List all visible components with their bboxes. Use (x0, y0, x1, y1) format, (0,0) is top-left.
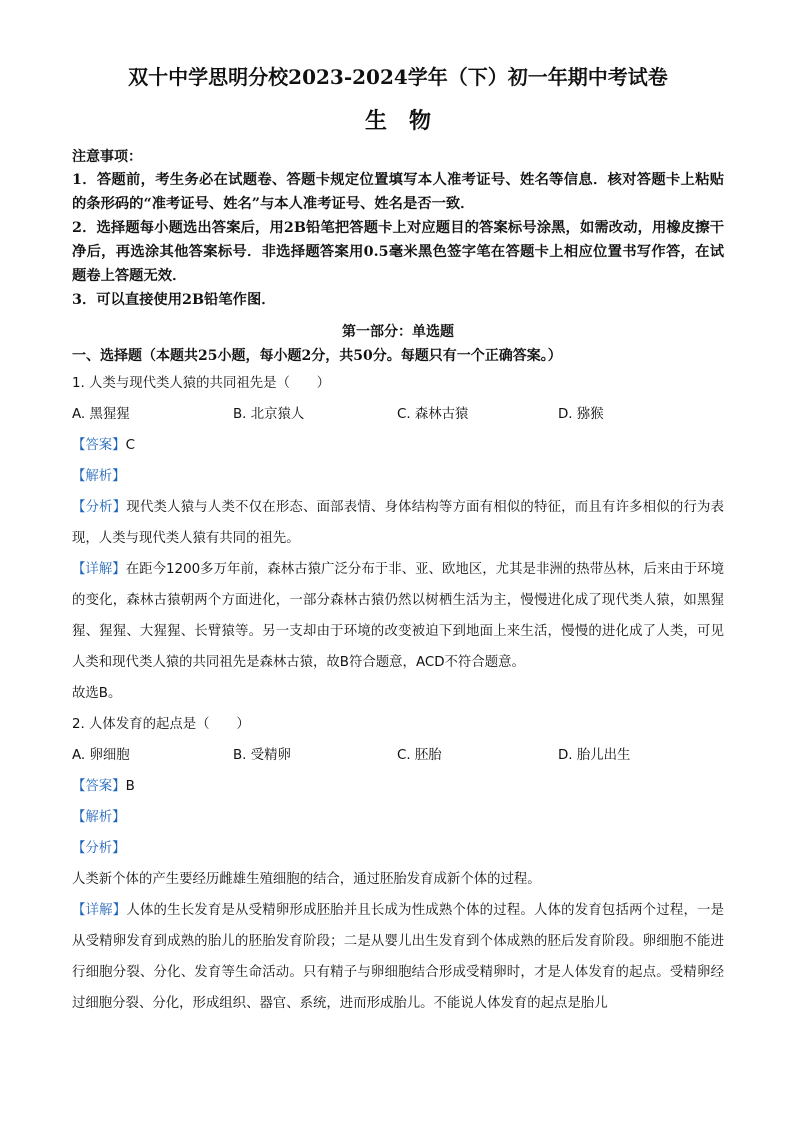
section-title: 第一部分：单选题 (342, 324, 454, 340)
option-b: B. 北京猿人 (233, 407, 305, 422)
xiangjie-text: 在距今1200多万年前，森林古猿广泛分布于非、亚、欧地区，尤其是非洲的热带丛林，后来由于环境的变化，森林古猿朝两个方面进化，一部分森林古猿仍然以树栖生活为主，慢慢进化成了现代类人猿，如黑猩猩、猩猩、大猩猩、长臂猿等。另一支却由于环境的改变被迫下到地面上来生活，慢慢的进化成了人类，可见人类和现代类人猿的共同祖先是森林古猿，故B符合题意，ACD不符合题意。 (72, 562, 724, 670)
question-2-fenxi-tag (72, 833, 724, 864)
analysis-tag: 【解析】 (72, 469, 126, 484)
exam-page (72, 62, 724, 1019)
xiangjie-tag: 【详解】 (72, 903, 127, 918)
fenxi-tag: 【分析】 (72, 500, 127, 515)
question-2-analysis-tag (72, 802, 724, 833)
notice-heading: 注意事项： (72, 149, 142, 165)
option-a: A. 卵细胞 (72, 748, 130, 763)
question-2-stem: 2. 人体发育的起点是（ ） (72, 717, 250, 732)
option-d: D. 猕猴 (558, 407, 604, 422)
question-1-conclusion: 故选B。 (72, 686, 122, 701)
question-1-stem: 1. 人类与现代类人猿的共同祖先是（ ） (72, 376, 331, 391)
question-1-options (72, 399, 724, 430)
subject-title: 生物 (364, 108, 453, 134)
fenxi-text: 现代类人猿与人类不仅在形态、面部表情、身体结构等方面有相似的特征，而且有许多相似的行为表现，人类与现代类人猿有共同的祖先。 (72, 500, 725, 546)
question-1-fenxi (72, 492, 724, 554)
analysis-tag: 【解析】 (72, 810, 126, 825)
option-b: B. 受精卵 (233, 748, 291, 763)
part-title: 一、选择题（本题共25小题，每小题2分，共50分。每题只有一个正确答案。） (72, 348, 562, 364)
option-c: C. 森林古猿 (397, 407, 469, 422)
xiangjie-tag: 【详解】 (72, 562, 126, 577)
question-2-xiangjie (72, 895, 724, 1019)
option-a: A. 黑猩猩 (72, 407, 130, 422)
question-2-fenxi: 人类新个体的产生要经历雌雄生殖细胞的结合，通过胚胎发育成新个体的过程。 (72, 872, 541, 887)
question-2-answer (72, 771, 724, 802)
question-1-xiangjie (72, 554, 724, 678)
option-c: C. 胚胎 (397, 748, 442, 763)
question-2-options (72, 740, 724, 771)
notice-item-3: 3．可以直接使用2B铅笔作图． (72, 292, 276, 308)
exam-title: 双十中学思明分校2023-2024学年（下）初一年期中考试卷 (128, 65, 668, 89)
question-1-analysis-tag (72, 461, 724, 492)
notice-item-1: 1．答题前，考生务必在试题卷、答题卡规定位置填写本人准考证号、姓名等信息．核对答题卡上粘贴的条形码的“准考证号、姓名”与本人准考证号、姓名是否一致． (72, 172, 724, 212)
answer-tag: 【答案】 (72, 438, 126, 453)
answer-value: B (125, 779, 135, 794)
answer-value: C (125, 438, 135, 453)
answer-tag: 【答案】 (72, 779, 126, 794)
question-1-answer (72, 430, 724, 461)
option-d: D. 胎儿出生 (558, 748, 631, 763)
fenxi-tag: 【分析】 (72, 841, 126, 856)
xiangjie-text: 人体的生长发育是从受精卵形成胚胎并且长成为性成熟个体的过程。人体的发育包括两个过程，一是从受精卵发育到成熟的胎儿的胚胎发育阶段；二是从婴儿出生发育到个体成熟的胚后发育阶段。卵细胞不能进行细胞分裂、分化、发育等生命活动。只有精子与卵细胞结合形成受精卵时，才是人体发育的起点。受精卵经过细胞分裂、分化，形成组织、器官、系统，进而形成胎儿。不能说人体发育的起点是胎儿 (72, 903, 725, 1011)
notice-item-2: 2．选择题每小题选出答案后，用2B铅笔把答题卡上对应题目的答案标号涂黑，如需改动，用橡皮擦干净后，再选涂其他答案标号．非选择题答案用0.5毫米黑色签字笔在答题卡上相应位置书写作答，在试题卷上答题无效． (72, 220, 724, 284)
